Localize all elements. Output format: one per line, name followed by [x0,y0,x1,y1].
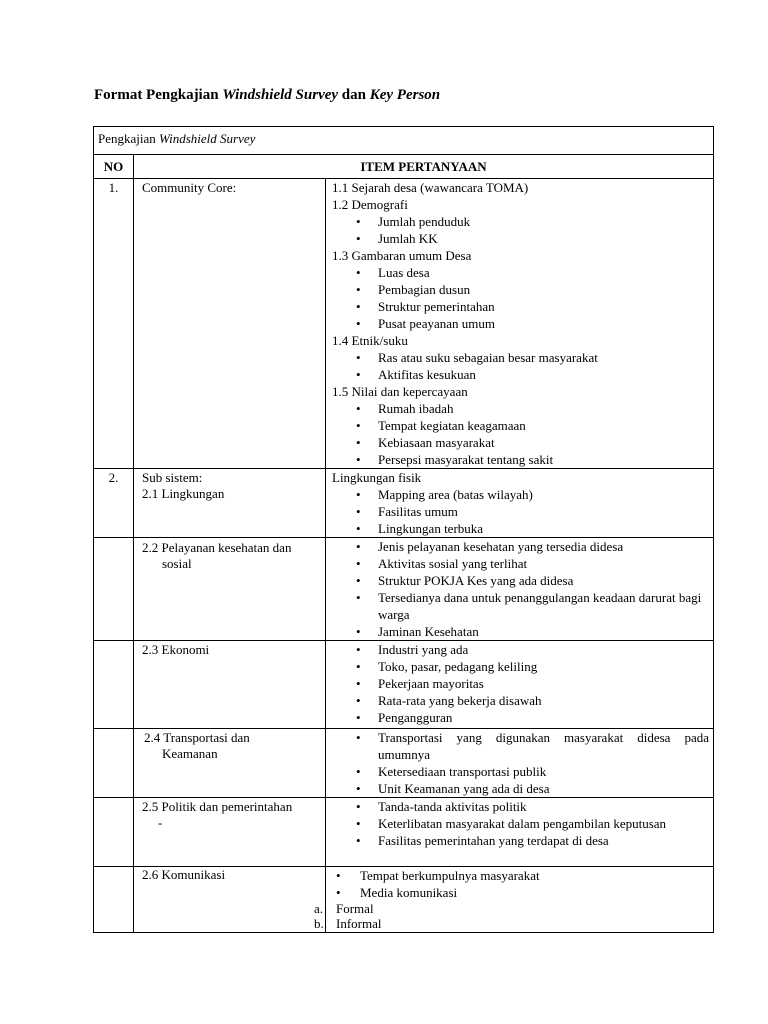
table-row [94,867,714,933]
list-item: • Luas desa [332,264,709,281]
table-row [94,179,714,469]
list-item: • Pusat peayanan umum [332,315,709,332]
bullet-list [332,538,709,640]
list-item [314,916,709,931]
section-prefix: Pengkajian [98,131,160,146]
category-line: 2.4 Transportasi dan [144,730,250,745]
category-line: 2.2 Pelayanan kesehatan dan [142,540,292,555]
bullet-list [332,798,709,849]
list-item: • Toko, pasar, pedagang keliling [332,658,709,675]
list-item: • Rumah ibadah [332,400,709,417]
list-item: • Lingkungan terbuka [332,520,709,537]
group-heading: 1.5 Nilai dan kepercayaan [332,384,468,399]
list-item: • Pengangguran [332,709,709,726]
table-row [94,798,714,867]
list-item: • Transportasi yang digunakan masyarakat didesa pada umumnya [332,729,709,763]
list-item: • Fasilitas umum [332,503,709,520]
column-header-row [94,155,714,179]
group-heading: 1.3 Gambaran umum Desa [332,248,472,263]
bullet-list [332,213,709,247]
title-prefix: Format Pengkajian [94,87,223,103]
group-heading: 1.4 Etnik/suku [332,333,408,348]
row-number [94,729,134,798]
list-item: • Media komunikasi [330,884,709,901]
col-item-header: ITEM PERTANYAAN [134,155,714,179]
list-item: • Tempat kegiatan keagamaan [332,417,709,434]
list-item: • Pekerjaan mayoritas [332,675,709,692]
row-number [94,798,134,867]
list-item: • Pembagian dusun [332,281,709,298]
bullet-list [332,641,709,726]
document-title [94,87,440,104]
category-line: 2.1 Lingkungan [142,486,225,501]
section-header [94,127,714,155]
list-item: • Mapping area (batas wilayah) [332,486,709,503]
row-category [134,469,326,538]
bullet-list [332,729,709,797]
bullet-list [332,349,709,383]
list-item: • Struktur pemerintahan [332,298,709,315]
assessment-table [93,126,714,933]
list-item: • Ras atau suku sebagaian besar masyarakat [332,349,709,366]
list-item: • Fasilitas pemerintahan yang terdapat di desa [332,832,709,849]
list-item: • Rata-rata yang bekerja disawah [332,692,709,709]
row-category [134,798,326,867]
row-items [326,538,714,641]
list-item: • Unit Keamanan yang ada di desa [332,780,709,797]
list-item: • Persepsi masyarakat tentang sakit [332,451,709,468]
row-items [314,867,714,933]
list-item: • Aktivitas sosial yang terlihat [332,555,709,572]
category-line: sosial [162,556,192,571]
group-heading: 1.2 Demografi [332,197,408,212]
list-item: • Jenis pelayanan kesehatan yang tersedia didesa [332,538,709,555]
list-item: • Ketersediaan transportasi publik [332,763,709,780]
list-item: • Aktifitas kesukuan [332,366,709,383]
bullet-list [332,400,709,468]
title-mid: dan [338,87,370,103]
row-number: 2. [94,469,134,538]
sub-item-label: Formal [336,901,374,916]
list-item: • Tempat berkumpulnya masyarakat [330,867,709,884]
list-item [314,901,709,916]
row-category: 2.3 Ekonomi [134,641,326,729]
col-no-header: NO [94,155,134,179]
row-items [326,179,714,469]
table-row [94,469,714,538]
category-line: - [158,815,163,830]
row-category: Community Core: [134,179,326,469]
group-heading: Lingkungan fisik [332,470,422,485]
table-row [94,538,714,641]
bullet-list [330,867,709,901]
category-line: Sub sistem: [142,470,203,485]
list-item: • Keterlibatan masyarakat dalam pengambilan keputusan [332,815,709,832]
title-italic-key-person: Key Person [369,87,441,103]
sub-item-key: a. [314,901,324,916]
list-item: • Jaminan Kesehatan [332,623,709,640]
table-row [94,729,714,798]
row-number [94,867,134,933]
bullet-list [332,264,709,332]
list-item: • Struktur POKJA Kes yang ada didesa [332,572,709,589]
sub-item-label: Informal [336,916,382,931]
row-category [134,538,326,641]
list-item: • Kebiasaan masyarakat [332,434,709,451]
row-number [94,538,134,641]
list-item: • Industri yang ada [332,641,709,658]
list-item: • Jumlah KK [332,230,709,247]
row-number [94,641,134,729]
row-category: 2.6 Komunikasi [134,867,326,933]
category-line: Keamanan [162,746,218,761]
sub-item-key: b. [314,916,324,931]
row-items [326,729,714,798]
row-number: 1. [94,179,134,469]
list-item: • Jumlah penduduk [332,213,709,230]
row-items [326,641,714,729]
list-item: • Tersedianya dana untuk penanggulangan keadaan darurat bagi warga [332,589,709,623]
category-line: 2.5 Politik dan pemerintahan [142,799,293,814]
title-italic-windshield: Windshield Survey [222,87,339,103]
table-row [94,641,714,729]
section-header-row [94,127,714,155]
section-italic: Windshield Survey [159,131,256,146]
group-heading: 1.1 Sejarah desa (wawancara TOMA) [332,180,529,195]
list-item: • Tanda-tanda aktivitas politik [332,798,709,815]
row-category [134,729,326,798]
bullet-list [332,486,709,537]
row-items [326,798,714,867]
row-items [326,469,714,538]
